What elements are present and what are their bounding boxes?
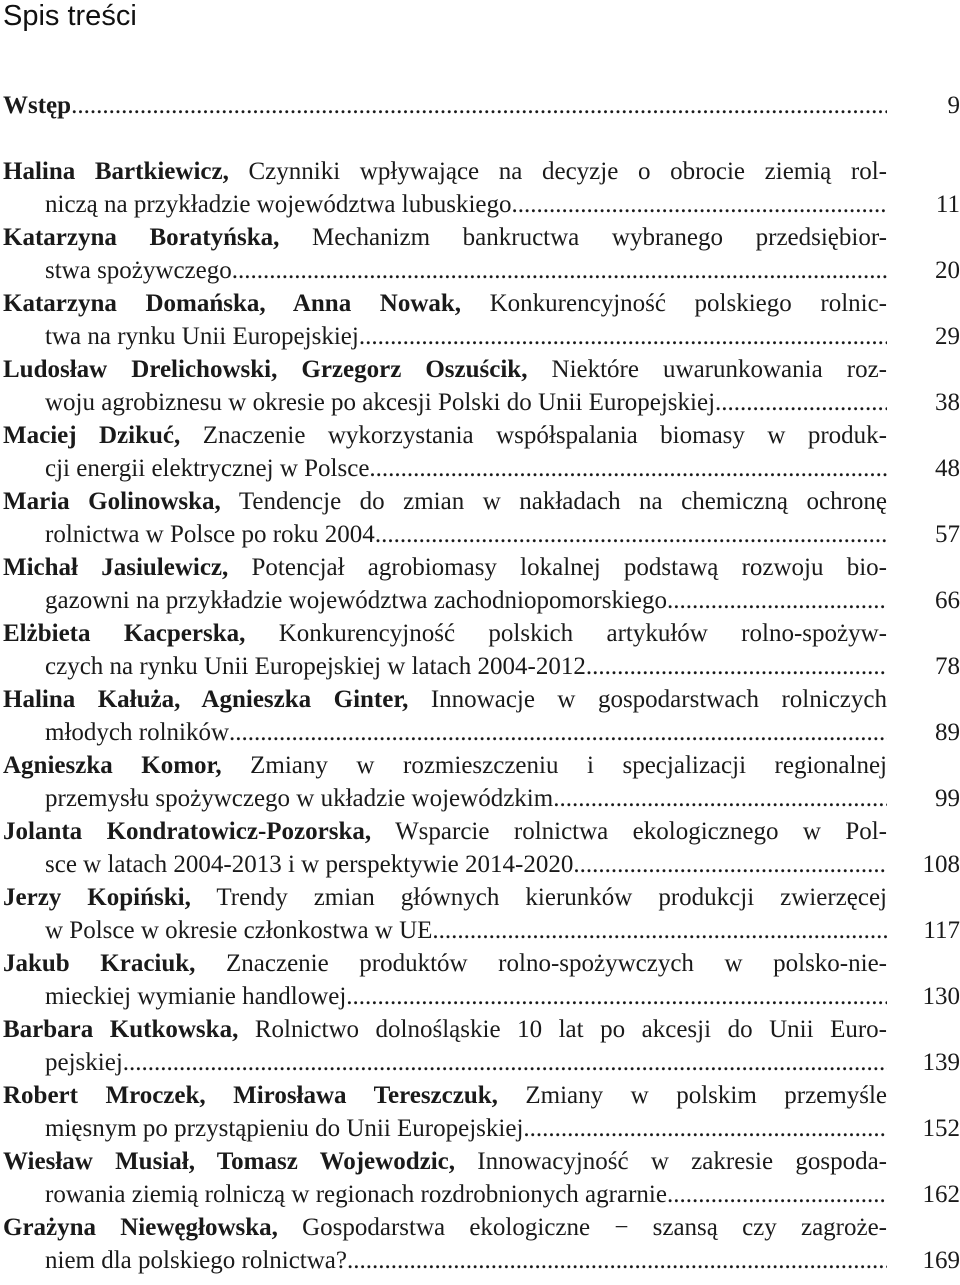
entry-first-line [3, 617, 887, 650]
entry-title-start: Innowacyjność w zakresie gospoda- [455, 1148, 887, 1175]
page-number: 130 [922, 983, 960, 1010]
entry-first-line [3, 353, 887, 386]
entry-title-end: rolnictwa w Polsce po roku 2004 [45, 521, 375, 548]
page-number: 57 [935, 521, 960, 548]
entry-title-end: cji energii elektrycznej w Polsce [45, 455, 370, 482]
page-number: 11 [935, 191, 960, 218]
toc-entry[interactable] [3, 1013, 960, 1079]
page-number: 20 [935, 257, 960, 284]
entry-title-start: Rolnictwo dolnośląskie 10 lat po akcesji do Unii Euro- [238, 1016, 887, 1043]
entry-authors: Maciej Dzikuć, [3, 422, 181, 449]
leader-dots [432, 914, 887, 947]
leader-dots [71, 89, 887, 122]
entry-first-line [3, 947, 887, 980]
entry-authors: Halina Bartkiewicz, [3, 158, 229, 185]
toc-entry[interactable] [3, 881, 960, 947]
entry-title-start: Gospodarstwa ekologiczne − szansą czy zagroże- [277, 1214, 887, 1241]
toc-entry[interactable] [3, 749, 960, 815]
toc-entry[interactable] [3, 1145, 960, 1211]
entry-title-end: twa na rynku Unii Europejskiej [45, 323, 359, 350]
entry-first-line [3, 815, 887, 848]
entry-authors: Barbara Kutkowska, [3, 1016, 239, 1043]
entry-authors: Agnieszka Komor, [3, 752, 222, 779]
entry-authors: Katarzyna Boratyńska, [3, 224, 280, 251]
intro-label: Wstęp [3, 92, 72, 119]
leader-dots [715, 386, 887, 419]
toc-entry[interactable] [3, 551, 960, 617]
toc-entry[interactable] [3, 155, 960, 221]
table-of-contents [3, 89, 960, 1277]
leader-dots [123, 1046, 887, 1079]
entry-title-end: woju agrobiznesu w okresie po akcesji Polski do Unii Europejskiej [45, 389, 716, 416]
entry-title-start: Potencjał agrobiomasy lokalnej podstawą rozwoju bio- [228, 554, 887, 581]
entry-authors: Grażyna Niewęgłowska, [3, 1214, 278, 1241]
leader-dots [359, 320, 887, 353]
entry-first-line [3, 1013, 887, 1046]
page-number: 9 [947, 92, 960, 119]
entry-title-end: rowania ziemią rolniczą w regionach rozdrobnionych agrarnie [45, 1181, 667, 1208]
entry-authors: Jakub Kraciuk, [3, 950, 196, 977]
entry-title-end: stwa spożywczego [45, 257, 232, 284]
entry-title-start: Niektóre uwarunkowania roz- [527, 356, 887, 383]
entry-title-start: Zmiany w rozmieszczeniu i specjalizacji regionalnej [221, 752, 887, 779]
entry-title-end: w Polsce w okresie członkostwa w UE [45, 917, 433, 944]
page-number: 108 [922, 851, 960, 878]
leader-dots [518, 188, 887, 221]
entry-first-line [3, 485, 887, 518]
entry-title-end: młodych rolników [45, 719, 230, 746]
page-number: 162 [922, 1181, 960, 1208]
entry-authors: Robert Mroczek, Mirosława Tereszczuk, [3, 1082, 498, 1109]
leader-dots [232, 254, 887, 287]
entry-title-start: Czynniki wpływające na decyzje o obrocie ziemią rol- [228, 158, 887, 185]
entry-title-end: niczą na przykładzie województwa lubuskiego. [45, 191, 518, 218]
toc-entry-intro[interactable] [3, 89, 960, 122]
page-number: 29 [935, 323, 960, 350]
leader-dots [229, 716, 887, 749]
entry-authors: Katarzyna Domańska, Anna Nowak, [3, 290, 462, 317]
entry-authors: Ludosław Drelichowski, Grzegorz Oszuścik, [3, 356, 528, 383]
toc-entry[interactable] [3, 287, 960, 353]
toc-entry[interactable] [3, 1211, 960, 1277]
leader-dots [523, 1112, 887, 1145]
toc-entry[interactable] [3, 617, 960, 683]
entry-first-line [3, 749, 887, 782]
entry-title-start: Mechanizm bankructwa wybranego przedsiębior- [279, 224, 887, 251]
toc-entry[interactable] [3, 353, 960, 419]
entry-title-start: Znaczenie wykorzystania współspalania biomasy w produk- [180, 422, 887, 449]
entry-title-end: pejskiej [45, 1049, 123, 1076]
entry-title-end: sce w latach 2004-2013 i w perspektywie 2014-2020 [45, 851, 574, 878]
entry-title-start: Konkurencyjność polskich artykułów rolno-spożyw- [245, 620, 887, 647]
leader-dots [667, 584, 887, 617]
entry-first-line [3, 1211, 887, 1244]
entry-first-line [3, 1079, 887, 1112]
entry-title-end: przemysłu spożywczego w układzie wojewódzkim [45, 785, 554, 812]
entry-authors: Elżbieta Kacperska, [3, 620, 246, 647]
entry-first-line [3, 221, 887, 254]
entry-title-start: Wsparcie rolnictwa ekologicznego w Pol- [371, 818, 887, 845]
entry-title-end: niem dla polskiego rolnictwa? [45, 1247, 348, 1274]
leader-dots [347, 1244, 887, 1277]
entry-authors: Jerzy Kopiński, [3, 884, 191, 911]
page-number: 99 [935, 785, 960, 812]
leader-dots [375, 518, 887, 551]
page-number: 78 [935, 653, 960, 680]
entry-title-start: Innowacje w gospodarstwach rolniczych [408, 686, 887, 713]
page-number: 117 [923, 917, 960, 944]
entry-title-end: gazowni na przykładzie województwa zachodniopomorskiego [45, 587, 668, 614]
leader-dots [346, 980, 887, 1013]
entry-title-end: mięsnym po przystąpieniu do Unii Europejskiej [45, 1115, 524, 1142]
entry-first-line [3, 287, 887, 320]
toc-entries [3, 155, 960, 1277]
toc-entry[interactable] [3, 485, 960, 551]
page-number: 139 [922, 1049, 960, 1076]
entry-title-start: Tendencje do zmian w nakładach na chemiczną ochronę [220, 488, 887, 515]
entry-title-start: Trendy zmian głównych kierunków produkcji zwierzęcej [190, 884, 887, 911]
toc-entry[interactable] [3, 947, 960, 1013]
entry-first-line [3, 419, 887, 452]
leader-dots [667, 1178, 887, 1211]
page-number: 169 [922, 1247, 960, 1274]
page-number: 66 [935, 587, 960, 614]
entry-title-start: Zmiany w polskim przemyśle [497, 1082, 887, 1109]
page-number: 38 [935, 389, 960, 416]
page-title: Spis treści [3, 0, 137, 32]
leader-dots [573, 848, 887, 881]
entry-authors: Jolanta Kondratowicz-Pozorska, [3, 818, 372, 845]
toc-entry[interactable] [3, 815, 960, 881]
leader-dots [369, 452, 887, 485]
entry-authors: Michał Jasiulewicz, [3, 554, 229, 581]
page-number: 48 [935, 455, 960, 482]
entry-first-line [3, 881, 887, 914]
entry-first-line [3, 1145, 887, 1178]
toc-entry[interactable] [3, 1079, 960, 1145]
entry-title-start: Znaczenie produktów rolno-spożywczych w polsko-nie- [195, 950, 887, 977]
toc-entry[interactable] [3, 419, 960, 485]
toc-entry[interactable] [3, 221, 960, 287]
page-number: 152 [922, 1115, 960, 1142]
entry-authors: Maria Golinowska, [3, 488, 221, 515]
leader-dots [586, 650, 887, 683]
entry-authors: Halina Kałuża, Agnieszka Ginter, [3, 686, 409, 713]
entry-first-line [3, 683, 887, 716]
entry-title-start: Konkurencyjność polskiego rolnic- [461, 290, 887, 317]
entry-title-end: mieckiej wymianie handlowej [45, 983, 347, 1010]
page-number: 89 [935, 719, 960, 746]
entry-first-line [3, 551, 887, 584]
entry-first-line [3, 155, 887, 188]
toc-entry[interactable] [3, 683, 960, 749]
entry-title-end: czych na rynku Unii Europejskiej w latach 2004-2012 [45, 653, 586, 680]
entry-authors: Wiesław Musiał, Tomasz Wojewodzic, [3, 1148, 455, 1175]
leader-dots [553, 782, 887, 815]
